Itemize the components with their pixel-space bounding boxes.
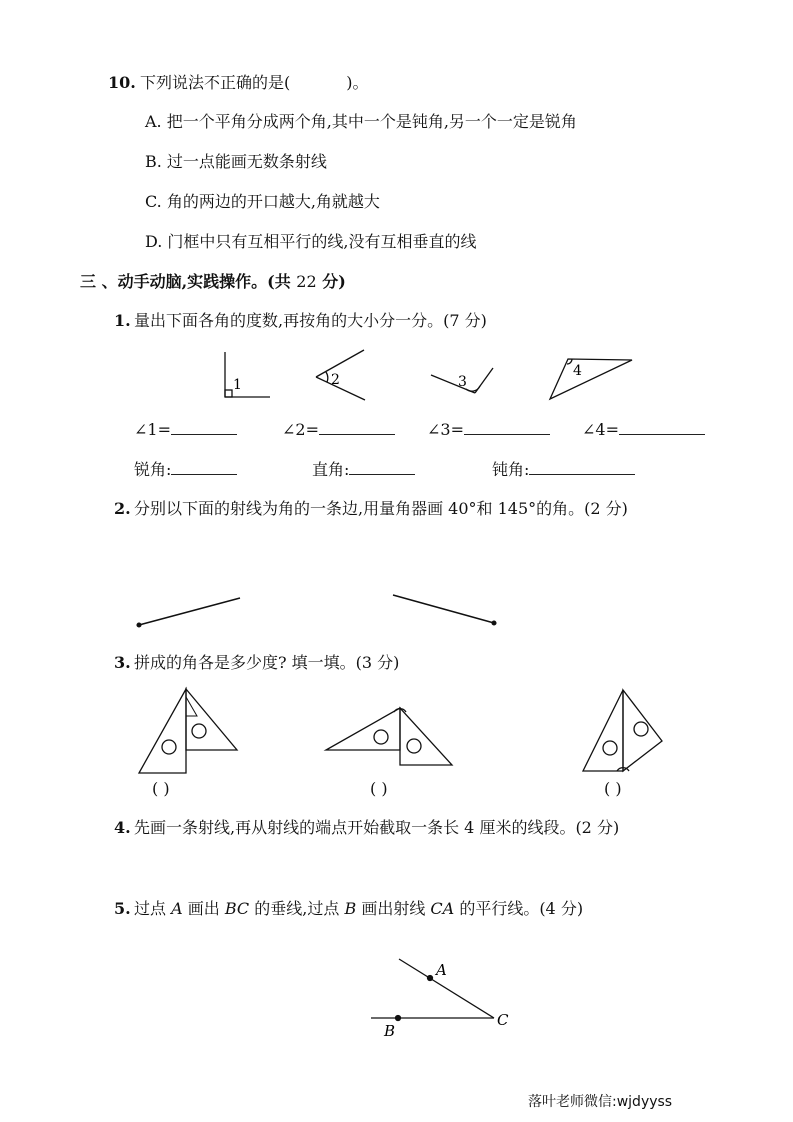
p5-segment-bc: BC	[224, 899, 250, 918]
p5-point-a: A	[171, 899, 183, 918]
p1-measure-3-blank[interactable]	[464, 420, 550, 435]
q10-option-b[interactable]: B. 过一点能画无数条射线	[145, 152, 327, 171]
angle-4-figure	[550, 359, 632, 399]
q10-option-d[interactable]: D. 门框中只有互相平行的线,没有互相垂直的线	[145, 232, 477, 251]
p1-measure-3-label: ∠3=	[427, 420, 464, 439]
p5-text-part-1: 过点	[134, 899, 167, 918]
p3-figure-1	[139, 689, 237, 773]
q10-option-c[interactable]: C. 角的两边的开口越大,角就越大	[145, 192, 380, 211]
p5-figure	[371, 959, 494, 1021]
p2-number: 2.	[114, 499, 131, 518]
p5-ray-ca: CA	[430, 899, 455, 918]
p5-point-b: B	[344, 899, 357, 918]
section3-points: 22	[296, 272, 317, 291]
p1-measure-3	[427, 420, 550, 440]
q10-option-a[interactable]: A. 把一个平角分成两个角,其中一个是钝角,另一个一定是锐角	[145, 112, 577, 131]
p1-obtuse-blank[interactable]	[529, 460, 635, 475]
point-b-label: B	[384, 1022, 396, 1040]
q10-stem-end: )。	[346, 73, 369, 92]
p1-measure-2-blank[interactable]	[319, 420, 395, 435]
p1-right-blank[interactable]	[349, 460, 415, 475]
p1-measure-2	[282, 420, 395, 440]
p1-acute-blank[interactable]	[171, 460, 237, 475]
p1-measure-4-label: ∠4=	[582, 420, 619, 439]
p1-obtuse-label: 钝角:	[492, 460, 530, 479]
p1-measure-1-blank[interactable]	[171, 420, 237, 435]
footer-watermark: 落叶老师微信:wjdyyss	[528, 1094, 673, 1110]
p3-number: 3.	[114, 653, 131, 672]
p5-text-part-3: 的垂线,过点	[254, 899, 340, 918]
p2-ray-1	[137, 598, 240, 627]
p3-answer-1[interactable]: ( )	[152, 779, 170, 798]
p5-number: 5.	[114, 899, 131, 918]
p1-measure-1	[134, 420, 237, 440]
p1-acute-label: 锐角:	[134, 460, 172, 479]
p1-measure-1-label: ∠1=	[134, 420, 171, 439]
q10-number: 10.	[108, 73, 136, 92]
p1-text: 量出下面各角的度数,再按角的大小分一分。(7 分)	[134, 311, 487, 330]
p1-measure-2-label: ∠2=	[282, 420, 319, 439]
q10-stem-text: 下列说法不正确的是(	[140, 73, 291, 92]
point-c-label: C	[497, 1011, 509, 1029]
p5-text-part-4: 画出射线	[361, 899, 426, 918]
section3-title-suffix: 分)	[322, 272, 346, 291]
angle-4-label: 4	[573, 363, 582, 379]
angle-3-label: 3	[458, 374, 467, 390]
point-a-label: A	[436, 961, 447, 979]
p5-text-part-2: 画出	[187, 899, 220, 918]
angle-2-label: 2	[331, 372, 340, 388]
p3-answer-3[interactable]: ( )	[604, 779, 622, 798]
p1-right-label: 直角:	[312, 460, 350, 479]
section3-title-prefix: 三 、动手动脑,实践操作。(共	[80, 272, 291, 291]
angle-1-figure	[225, 352, 270, 397]
p3-figure-3	[583, 690, 662, 771]
p1-right	[312, 460, 415, 480]
angle-2-figure	[316, 350, 365, 400]
p1-number: 1.	[114, 311, 131, 330]
p3-text: 拼成的角各是多少度? 填一填。(3 分)	[134, 653, 400, 672]
p1-acute	[134, 460, 237, 480]
p4-number: 4.	[114, 818, 131, 837]
p5-text	[134, 899, 583, 919]
p1-measure-4	[582, 420, 705, 440]
p1-obtuse	[492, 460, 635, 480]
p3-answer-2[interactable]: ( )	[370, 779, 388, 798]
angle-1-label: 1	[233, 377, 242, 393]
p3-figure-2	[326, 708, 452, 765]
p2-text: 分别以下面的射线为角的一条边,用量角器画 40°和 145°的角。(2 分)	[134, 499, 628, 518]
p4-text: 先画一条射线,再从射线的端点开始截取一条长 4 厘米的线段。(2 分)	[134, 818, 620, 837]
p5-text-part-5: 的平行线。(4 分)	[459, 899, 584, 918]
p1-measure-4-blank[interactable]	[619, 420, 705, 435]
p2-ray-2	[393, 595, 496, 625]
